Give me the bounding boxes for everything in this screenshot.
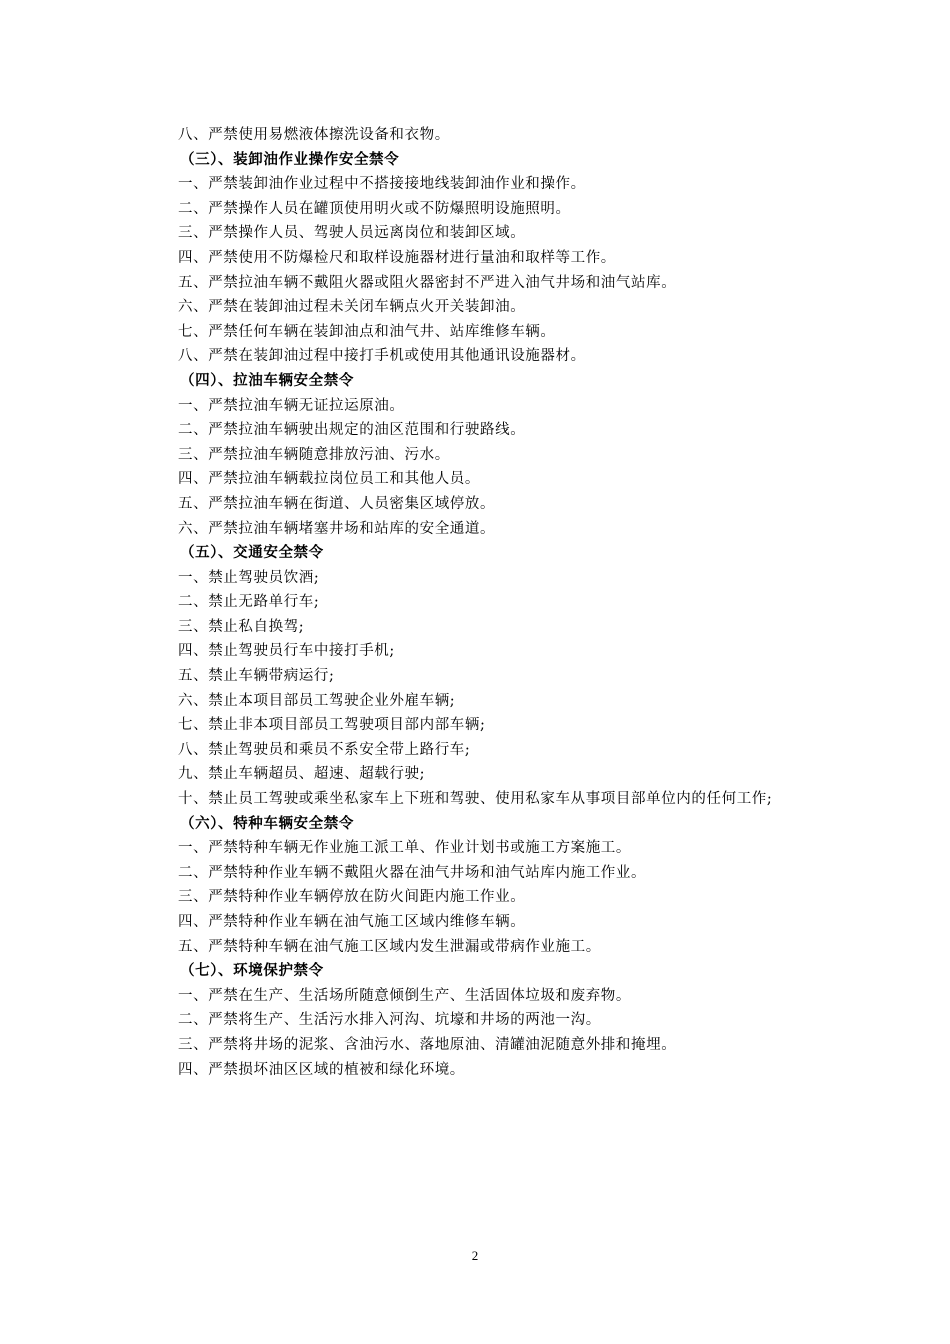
list-item: 五、严禁拉油车辆在街道、人员密集区域停放。 [178,495,496,512]
section-heading: （六）、特种车辆安全禁令 [180,814,354,832]
list-item: 六、严禁拉油车辆堵塞井场和站库的安全通道。 [178,520,496,537]
list-item: 三、严禁操作人员、驾驶人员远离岗位和装卸区域。 [178,225,526,242]
section-heading: （七）、环境保护禁令 [180,962,324,980]
list-item: 三、禁止私自换驾; [178,618,305,635]
list-item: 一、严禁特种车辆无作业施工派工单、作业计划书或施工方案施工。 [178,840,631,857]
list-item: 八、严禁使用易燃液体擦洗设备和衣物。 [178,127,450,143]
list-item: 三、严禁将井场的泥浆、含油污水、落地原油、清罐油泥随意外排和掩埋。 [178,1036,677,1053]
list-item: 七、禁止非本项目部员工驾驶项目部内部车辆; [178,717,486,734]
list-item: 四、严禁拉油车辆载拉岗位员工和其他人员。 [178,471,480,488]
section-heading: （三）、装卸油作业操作安全禁令 [180,150,400,168]
section-heading: （五）、交通安全禁令 [180,544,324,562]
list-item: 一、严禁拉油车辆无证拉运原油。 [178,397,405,414]
list-item: 四、严禁特种作业车辆在油气施工区域内维修车辆。 [178,914,526,930]
list-item: 七、严禁任何车辆在装卸油点和油气井、站库维修车辆。 [178,323,556,340]
list-item: 三、严禁拉油车辆随意排放污油、污水。 [178,446,450,463]
list-item: 三、严禁特种作业车辆停放在防火间距内施工作业。 [178,889,526,906]
list-item: 五、严禁特种车辆在油气施工区域内发生泄漏或带病作业施工。 [178,938,601,955]
list-item: 六、严禁在装卸油过程未关闭车辆点火开关装卸油。 [178,299,526,316]
list-item: 二、严禁将生产、生活污水排入河沟、坑壕和井场的两池一沟。 [178,1012,601,1029]
list-item: 二、禁止无路单行车; [178,594,320,611]
list-item: 一、禁止驾驶员饮酒; [178,569,320,586]
list-item: 四、禁止驾驶员行车中接打手机; [178,643,395,660]
page-number: 2 [471,1248,479,1263]
list-item: 一、严禁装卸油作业过程中不搭接接地线装卸油作业和操作。 [178,176,586,193]
list-item: 一、严禁在生产、生活场所随意倾倒生产、生活固体垃圾和废弃物。 [178,987,631,1004]
list-item-wrapped: 十、禁止员工驾驶或乘坐私家车上下班和驾驶、使用私家车从事项目部单位内的任何工作; [178,791,773,808]
list-item: 九、禁止车辆超员、超速、超载行驶; [178,766,426,783]
list-item: 四、严禁损坏油区区域的植被和绿化环境。 [178,1061,465,1078]
list-item: 八、禁止驾驶员和乘员不系安全带上路行车; [178,741,471,758]
list-item: 五、禁止车辆带病运行; [178,668,335,685]
list-item: 八、严禁在装卸油过程中接打手机或使用其他通讯设施器材。 [178,348,586,365]
list-item: 六、禁止本项目部员工驾驶企业外雇车辆; [178,692,456,709]
section-heading: （四）、拉油车辆安全禁令 [180,371,354,389]
list-item: 二、严禁特种作业车辆不戴阻火器在油气井场和油气站库内施工作业。 [178,864,647,881]
list-item: 五、严禁拉油车辆不戴阻火器或阻火器密封不严进入油气井场和油气站库。 [178,274,677,291]
list-item: 二、严禁操作人员在罐顶使用明火或不防爆照明设施照明。 [178,200,571,217]
document-body [145,123,810,1082]
list-item: 四、严禁使用不防爆检尺和取样设施器材进行量油和取样等工作。 [178,249,616,266]
list-item: 二、严禁拉油车辆驶出规定的油区范围和行驶路线。 [178,422,526,439]
